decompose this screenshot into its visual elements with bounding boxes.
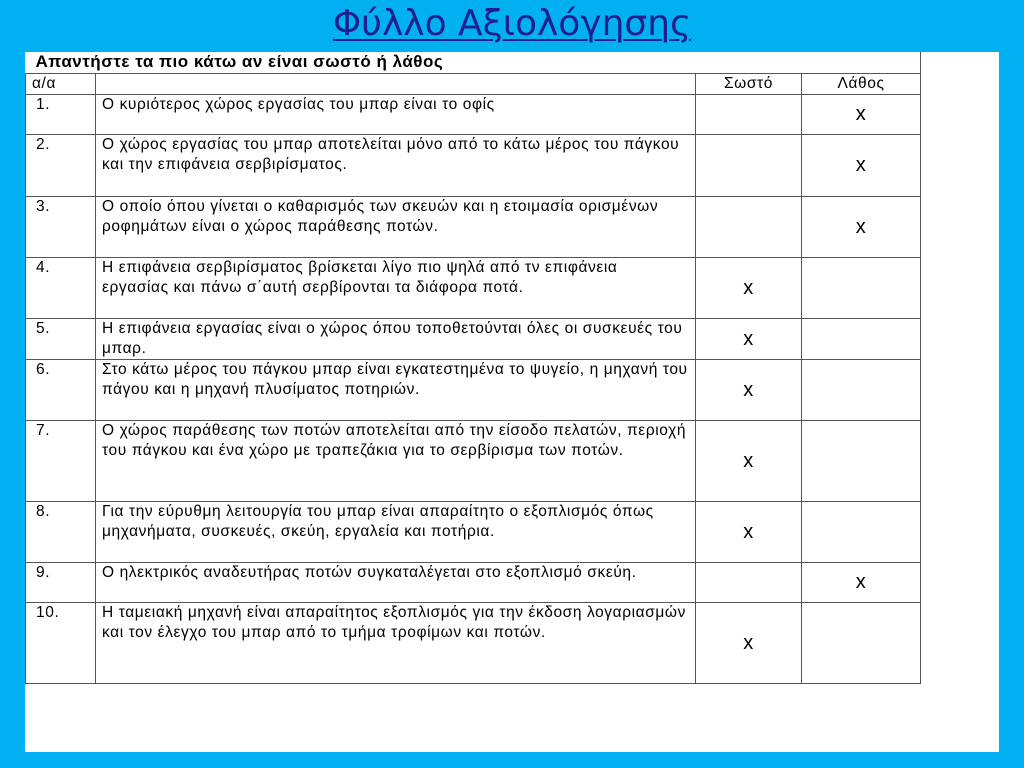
instructions: Απαντήστε τα πιο κάτω αν είναι σωστό ή λάθος: [26, 52, 921, 73]
row-number: 6.: [26, 359, 96, 420]
col-header-wrong: Λάθος: [802, 73, 921, 94]
row-correct-mark: x: [696, 602, 802, 683]
row-number: 7.: [26, 420, 96, 501]
row-number: 5.: [26, 318, 96, 359]
row-number: 8.: [26, 501, 96, 562]
row-statement: Η ταμειακή μηχανή είναι απαραίτητος εξοπλισμός για την έκδοση λογαριασμών και τον έλεγχο του μπαρ από το τμήμα τροφίμων και ποτών.: [96, 602, 696, 683]
table-row: [26, 196, 921, 257]
row-wrong-mark: [802, 420, 921, 501]
row-wrong-mark: [802, 501, 921, 562]
assessment-table: [25, 52, 921, 684]
row-correct-mark: [696, 94, 802, 134]
row-wrong-mark: x: [802, 134, 921, 196]
table-row: [26, 318, 921, 359]
row-statement: Ο χώρος εργασίας του μπαρ αποτελείται μόνο από το κάτω μέρος του πάγκου και την επιφάνεια σερβιρίσματος.: [96, 134, 696, 196]
table-row: [26, 420, 921, 501]
row-statement: Ο χώρος παράθεσης των ποτών αποτελείται από την είσοδο πελατών, περιοχή του πάγκου και ένα χώρο με τραπεζάκια για το σερβίρισμα των ποτών.: [96, 420, 696, 501]
row-wrong-mark: x: [802, 94, 921, 134]
row-correct-mark: x: [696, 257, 802, 318]
col-header-num: α/α: [26, 73, 96, 94]
col-header-correct: Σωστό: [696, 73, 802, 94]
row-number: 3.: [26, 196, 96, 257]
row-wrong-mark: [802, 359, 921, 420]
col-header-statement: [96, 73, 696, 94]
table-row: [26, 602, 921, 683]
row-number: 2.: [26, 134, 96, 196]
row-correct-mark: x: [696, 420, 802, 501]
row-correct-mark: [696, 562, 802, 602]
row-statement: Για την εύρυθμη λειτουργία του μπαρ είναι απαραίτητο ο εξοπλισμός όπως μηχανήματα, συσκευές, σκεύη, εργαλεία και ποτήρια.: [96, 501, 696, 562]
row-correct-mark: [696, 134, 802, 196]
table-row: [26, 134, 921, 196]
row-wrong-mark: x: [802, 196, 921, 257]
row-correct-mark: [696, 196, 802, 257]
row-number: 10.: [26, 602, 96, 683]
row-number: 9.: [26, 562, 96, 602]
row-statement: Στο κάτω μέρος του πάγκου μπαρ είναι εγκατεστημένα το ψυγείο, η μηχανή του πάγου και η μηχανή πλυσίματος ποτηριών.: [96, 359, 696, 420]
table-row: [26, 94, 921, 134]
header-row: [26, 73, 921, 94]
worksheet: [25, 52, 999, 752]
row-correct-mark: x: [696, 359, 802, 420]
row-wrong-mark: [802, 602, 921, 683]
row-wrong-mark: [802, 257, 921, 318]
row-correct-mark: x: [696, 501, 802, 562]
table-row: [26, 562, 921, 602]
table-row: [26, 257, 921, 318]
page-title: Φύλλο Αξιολόγησης: [332, 3, 692, 44]
row-number: 4.: [26, 257, 96, 318]
row-statement: Ο οποίο όπου γίνεται ο καθαρισμός των σκευών και η ετοιμασία ορισμένων ροφημάτων είναι ο χώρος παράθεσης ποτών.: [96, 196, 696, 257]
row-statement: Ο κυριότερος χώρος εργασίας του μπαρ είναι το οφίς: [96, 94, 696, 134]
row-number: 1.: [26, 94, 96, 134]
table-row: [26, 359, 921, 420]
row-wrong-mark: x: [802, 562, 921, 602]
row-statement: Ο ηλεκτρικός αναδευτήρας ποτών συγκαταλέγεται στο εξοπλισμό σκεύη.: [96, 562, 696, 602]
table-row: [26, 501, 921, 562]
row-wrong-mark: [802, 318, 921, 359]
row-statement: Η επιφάνεια σερβιρίσματος βρίσκεται λίγο πιο ψηλά από τν επιφάνεια εργασίας και πάνω σ΄αυτή σερβίρονται τα διάφορα ποτά.: [96, 257, 696, 318]
row-correct-mark: x: [696, 318, 802, 359]
row-statement: Η επιφάνεια εργασίας είναι ο χώρος όπου τοποθετούνται όλες οι συσκευές του μπαρ.: [96, 318, 696, 359]
